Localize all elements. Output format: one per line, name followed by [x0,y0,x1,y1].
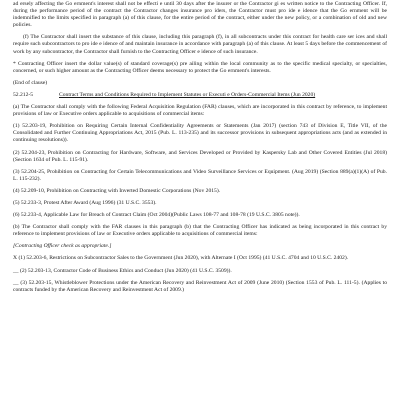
clause-number: 52.212-5 [13,91,34,98]
paragraph-officer-note: * Contracting Officer insert the dollar value(s) of standard coverage(s) pre ailing within the local community as to the specific medical specialty, or specialties, concerned, or such higher amount as the Contracting Officer deems necessary to protect the Go ernment's interests. [13,60,387,74]
paragraph-insurance-notice: ad ersely affecting the Go ernment's interest shall not be effecti e until 30 days after the insurer or the Contractor gi es written notice to the Contracting Officer. If, during the performance period of the contract the Contractor changes insurance pro iders, the Contractor must pro ide e idence that the Go ernment will be indemnified to the limits specified in paragraph (a) of this clause, for the entire period of the contract, either under the new policy, or a combination of old and new policies. [13,1,387,29]
paragraph-b-intro: (b) The Contractor shall comply with the FAR clauses in this paragraph (b) that the Contracting Officer has indicated as being incorporated in this contract by reference to implement provisions of law or Executive orders applicable to acquisitions of commercial items: [13,224,387,238]
clause-title: Contract Terms and Conditions Required to Implement Statutes or Executi e Orders-Commercial Items (Jun 2020) [59,91,316,98]
officer-instruction: [Contracting Officer check as appropriate.] [13,243,112,250]
paragraph-a-item-6: (6) 52.233-4, Applicable Law for Breach of Contract Claim (Oct 2004)(Public Laws 108-77 and 108-78 (19 U.S.C. 3805 note)). [13,212,300,219]
paragraph-b-item-1: X (1) 52.203-6, Restrictions on Subcontractor Sales to the Government (Jun 2020), with Alternate I (Oct 1995) (41 U.S.C. 4704 and 10 U.S.C. 2402). [13,255,349,262]
end-of-clause: (End of clause) [13,79,48,86]
clause-heading [13,92,387,99]
paragraph-a-item-5: (5) 52.233-3, Protest After Award (Aug 1996) (31 U.S.C. 3553). [13,199,157,206]
paragraph-b-item-2: __ (2) 52.203-13, Contractor Code of Business Ethics and Conduct (Jun 2020) (41 U.S.C. 3509)). [13,267,232,274]
paragraph-a-item-4: (4) 52.209-10, Prohibition on Contracting with Inverted Domestic Corporations (Nov 2015). [13,187,221,194]
paragraph-a-item-2: (2) 52.204-23, Prohibition on Contracting for Hardware, Software, and Services Developed or Provided by Kaspersky Lab and Other Covered Entities (Jul 2018) (Section 1634 of Pub. L. 115-91). [13,149,387,163]
paragraph-f-subcontracts: (f) The Contractor shall insert the substance of this clause, including this paragraph (f), in all subcontracts under this contract for health care ser ices and shall require such subcontractors to pro ide e idence of and maintain insurance in accordance with paragraph (a) of this clause. At least 5 days before the commencement of work by any subcontractor, the Contractor shall furnish to the Contracting Officer e idence of such insurance. [13,34,387,55]
paragraph-a-intro: (a) The Contractor shall comply with the following Federal Acquisition Regulation (FAR) clauses, which are incorporated in this contract by reference, to implement provisions of law or Executive orders applicable to acquisitions of commercial items: [13,104,387,118]
paragraph-b-item-3: __ (3) 52.203-15, Whistleblower Protections under the American Recovery and Reinvestment Act of 2009 (June 2010) (Section 1553 of Pub. L. 111-5). (Applies to contracts funded by the American Recovery and Reinvestment Act of 2009.) [13,279,387,293]
paragraph-a-item-3: (3) 52.204-25, Prohibition on Contracting for Certain Telecommunications and Video Surveillance Services or Equipment. (Aug 2019) (Section 889(a)(1)(A) of Pub. L. 115-232). [13,168,387,182]
paragraph-a-item-1: (1) 52.203-19, Prohibition on Requiring Certain Internal Confidentiality Agreements or Statements (Jan 2017) (section 743 of Division E, Title VII, of the Consolidated and Further Continuing Appropriations Act, 2015 (Pub. L. 113-235) and its successor provisions in subsequent appropriations acts (and as extended in continuing resolutions)). [13,123,387,144]
